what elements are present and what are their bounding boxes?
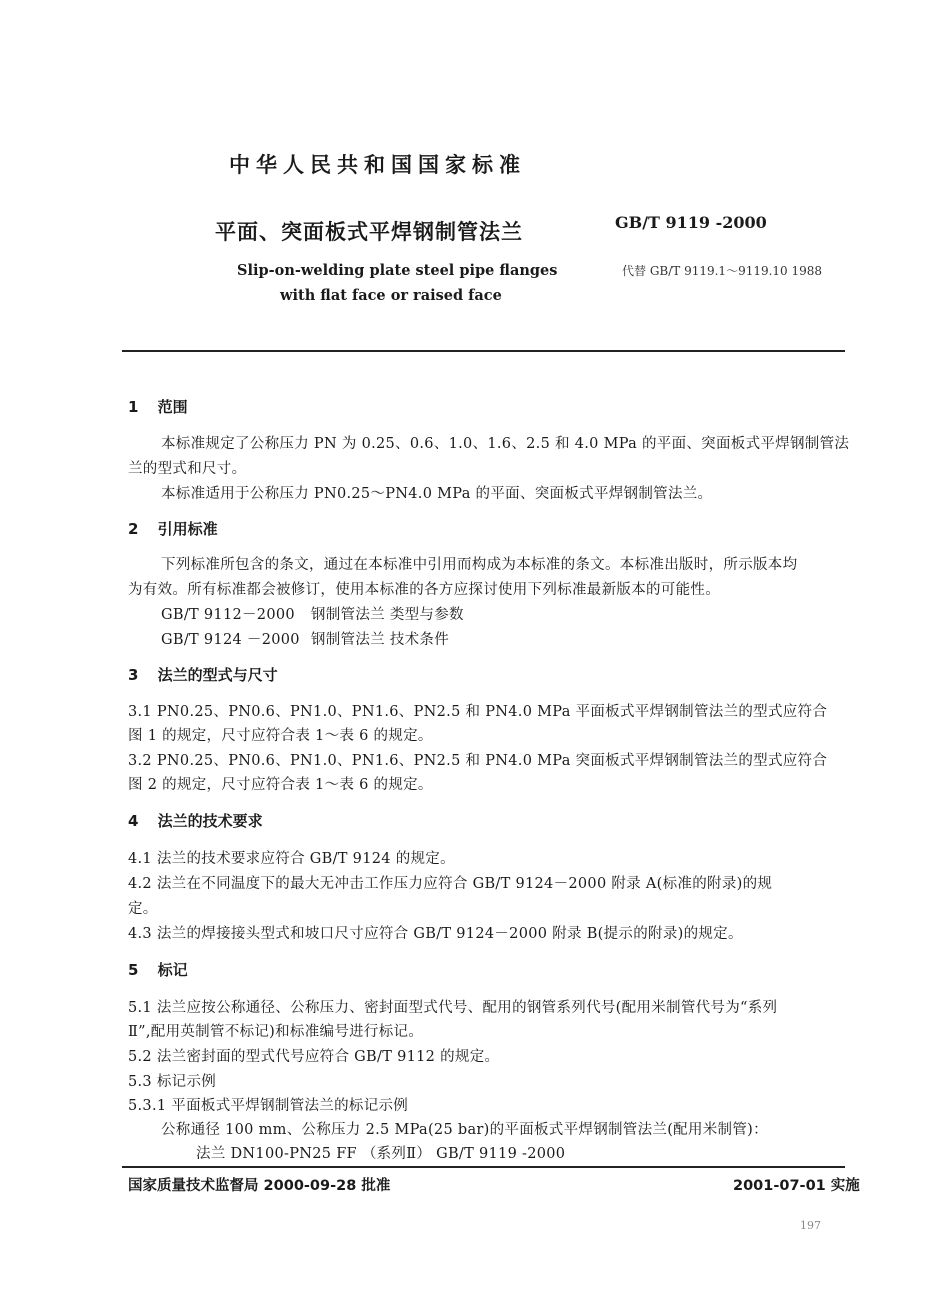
section-title: 范围 xyxy=(157,398,188,416)
header-rule xyxy=(122,350,845,352)
paragraph: 兰的型式和尺寸。 xyxy=(128,461,247,477)
paragraph: 本标准规定了公称压力 PN 为 0.25、0.6、1.0、1.6、2.5 和 4.0 MPa 的平面、突面板式平焊钢制管法 xyxy=(161,436,850,452)
paragraph: 本标准适用于公称压力 PN0.25～PN4.0 MPa 的平面、突面板式平焊钢制管法兰。 xyxy=(161,486,713,502)
clause-5-3: 5.3 标记示例 xyxy=(128,1074,217,1090)
section-number: 5 xyxy=(128,961,139,979)
section-title: 法兰的技术要求 xyxy=(157,812,263,830)
section-title: 法兰的型式与尺寸 xyxy=(157,666,278,684)
paragraph: 下列标准所包含的条文，通过在本标准中引用而构成为本标准的条文。本标准出版时，所示版本均 xyxy=(161,557,798,573)
clause-4-2-cont: 定。 xyxy=(128,901,158,917)
example-description: 公称通径 100 mm、公称压力 2.5 MPa(25 bar)的平面板式平焊钢制管法兰(配用米制管)： xyxy=(161,1122,768,1138)
page-number: 197 xyxy=(800,1219,821,1232)
document-title-cn: 平面、突面板式平焊钢制管法兰 xyxy=(215,220,523,244)
section-number: 4 xyxy=(128,812,139,830)
standard-number: GB/T 9119 -2000 xyxy=(615,213,767,232)
clause-4-3: 4.3 法兰的焊接接头型式和坡口尺寸应符合 GB/T 9124－2000 附录 B(提示的附录)的规定。 xyxy=(128,926,743,942)
reference-title: 钢制管法兰 类型与参数 xyxy=(310,607,464,623)
clause-4-1: 4.1 法兰的技术要求应符合 GB/T 9124 的规定。 xyxy=(128,851,455,867)
document-title-en-line2: with flat face or raised face xyxy=(280,287,502,304)
clause-3-2-cont: 图 2 的规定，尺寸应符合表 1～表 6 的规定。 xyxy=(128,777,433,793)
section-title: 标记 xyxy=(157,961,188,979)
clause-5-1-cont: Ⅱ”,配用英制管不标记)和标准编号进行标记。 xyxy=(128,1024,424,1040)
section-heading-1 xyxy=(128,396,188,417)
reference-code: GB/T 9112－2000 xyxy=(161,607,295,623)
document-title-en-line1: Slip-on-welding plate steel pipe flanges xyxy=(237,262,558,279)
clause-3-1-cont: 图 1 的规定，尺寸应符合表 1～表 6 的规定。 xyxy=(128,728,433,744)
section-number: 1 xyxy=(128,398,139,416)
section-number: 3 xyxy=(128,666,139,684)
clause-3-1: 3.1 PN0.25、PN0.6、PN1.0、PN1.6、PN2.5 和 PN4.0 MPa 平面板式平焊钢制管法兰的型式应符合 xyxy=(128,704,828,720)
section-heading-5 xyxy=(128,959,188,980)
reference-title: 钢制管法兰 技术条件 xyxy=(310,632,450,648)
reference-item xyxy=(161,628,449,649)
footer-rule xyxy=(122,1166,845,1168)
org-title: 中华人民共和国国家标准 xyxy=(229,153,526,177)
clause-5-1: 5.1 法兰应按公称通径、公称压力、密封面型式代号、配用的钢管系列代号(配用米制管代号为“系列 xyxy=(128,1000,778,1016)
example-marking: 法兰 DN100-PN25 FF （系列Ⅱ） GB/T 9119 -2000 xyxy=(196,1146,566,1162)
reference-code: GB/T 9124 －2000 xyxy=(161,632,300,648)
section-heading-2 xyxy=(128,518,218,539)
reference-item xyxy=(161,603,464,624)
paragraph: 为有效。所有标准都会被修订，使用本标准的各方应探讨使用下列标准最新版本的可能性。 xyxy=(128,582,720,598)
section-title: 引用标准 xyxy=(157,520,218,538)
clause-3-2: 3.2 PN0.25、PN0.6、PN1.0、PN1.6、PN2.5 和 PN4.0 MPa 突面板式平焊钢制管法兰的型式应符合 xyxy=(128,753,828,769)
replaces-note: 代替 GB/T 9119.1～9119.10 1988 xyxy=(622,264,823,278)
approval-date: 国家质量技术监督局 2000-09-28 批准 xyxy=(128,1178,391,1194)
clause-5-3-1: 5.3.1 平面板式平焊钢制管法兰的标记示例 xyxy=(128,1098,409,1114)
section-heading-3 xyxy=(128,664,278,685)
effective-date: 2001-07-01 实施 xyxy=(733,1178,860,1194)
clause-4-2: 4.2 法兰在不同温度下的最大无冲击工作压力应符合 GB/T 9124－2000 附录 A(标准的附录)的规 xyxy=(128,876,773,892)
section-number: 2 xyxy=(128,520,139,538)
clause-5-2: 5.2 法兰密封面的型式代号应符合 GB/T 9112 的规定。 xyxy=(128,1049,500,1065)
section-heading-4 xyxy=(128,810,263,831)
